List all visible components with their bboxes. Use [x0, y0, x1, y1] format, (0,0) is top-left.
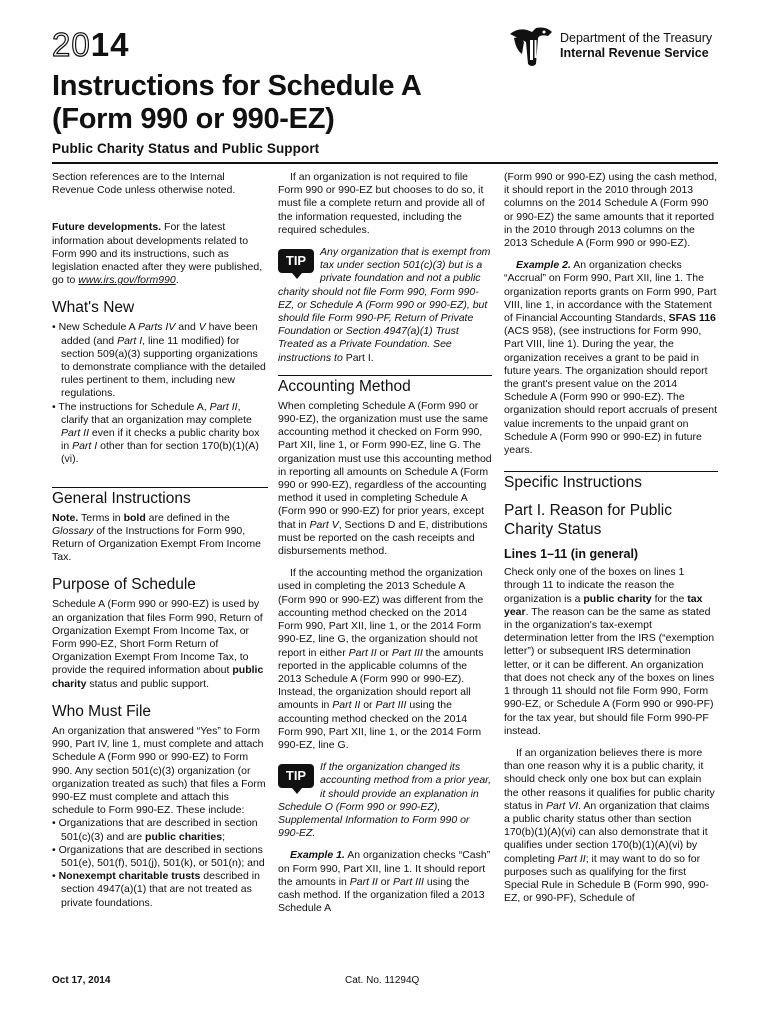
- whats-new-item-1: • New Schedule A Parts IV and V have been added (and Part I, line 11 modified) for section 509(a)(3) supporting organizations to demonstrate compliance with the detailed rules pertinent to them, including new regulations.: [52, 321, 266, 400]
- tip-accounting-change: [278, 761, 492, 840]
- tip-private-foundation: [278, 246, 492, 365]
- period: .: [175, 274, 179, 287]
- column-3: [504, 171, 718, 914]
- title-line-1: Instructions for Schedule A: [52, 70, 422, 102]
- whats-new-item-2: • The instructions for Schedule A, Part II, clarify that an organization may complete Part II even if it checks a public charity box in Part I other than for section 170(b)(1)(A)(vi).: [52, 400, 260, 466]
- section-references: Section references are to the Internal Revenue Code unless otherwise noted.: [52, 171, 236, 197]
- not-required-paragraph: If an organization is not required to file Form 990 or 990-EZ but chooses to do so, it must file a complete return and provide all of the information requested, including the required schedules.: [278, 171, 485, 236]
- more-than-one-reason: If an organization believes there is more than one reason why it is a public charity, it should check only one box but can explain the other reasons it qualifies for public charity status in Part VI. An organization that claims a public charity status other than section 170(b)(1)(A)(vi) can also demonstrate that it qualifies under section 170(b)(1)(A)(vi) by completing Part II; it may want to do so for purposes such as qualifying for the first Special Rule in Schedule B (Form 990, 990-EZ, or 990-PF), Schedule of: [504, 746, 715, 905]
- year-bold: 14: [90, 26, 130, 63]
- accounting-paragraph-1: When completing Schedule A (Form 990 or 990-EZ), the organization must use the same accounting method it checked on Form 990, Part XII, line 1, or Form 990-EZ, line G. The organization must use this accounting method in reporting all amounts on Schedule A (Form 990 or 990-EZ), regardless of the accounting method it used in completing Schedule A (Form 990 or 990-EZ) for prior years, except that in Part V, Sections D and E, distributions must be reported on the cash receipts and disbursements method.: [278, 399, 492, 558]
- lines-paragraph: Check only one of the boxes on lines 1 through 11 to indicate the reason the organization is a public charity for the tax year. The reason can be the same as stated in the organization's tax-exempt determination letter from the IRS (“exemption letter”) or subsequent IRS determination letter, or it can be different. An organization that does not check any of the boxes on lines 1 through 11 should not file Form 990, Form 990-EZ, or Schedule A (Form 990 or 990-PF) for the tax year, but should file Form 990-PF instead.: [504, 566, 715, 737]
- agency-name: Internal Revenue Service: [560, 46, 709, 60]
- future-text: For the latest information about developments related to Form 990 and its instructions, such as legislation enacted after they were published, go to: [52, 221, 263, 287]
- purpose-heading: Purpose of Schedule: [52, 576, 196, 594]
- who-must-file-paragraph: An organization that answered “Yes” to Form 990, Part IV, line 1, must complete and attach Schedule A (Form 990 or 990-EZ) to Form 990. Any section 501(c)(3) organization (or organization treated as such) that files a Form 990-EZ must complete and attach this schedule to Form 990-EZ. These include:: [52, 724, 266, 817]
- tip-text: Any organization that is exempt from tax under section 501(c)(3) but is a private foundation and not a public charity should not file Form 990, Form 990-EZ, or Schedule A (Form 990 or 990-EZ), but should file Form 990-PF, Return of Private Foundation or Section 4947(a)(1) Trust Treated as a Private Foundation. See instructions to: [278, 246, 491, 364]
- year: [52, 26, 129, 64]
- lines-1-11-heading: Lines 1–11 (in general): [504, 547, 639, 562]
- column-1: [52, 171, 268, 910]
- footer-date: Oct 17, 2014: [52, 975, 111, 986]
- accounting-paragraph-2: If the accounting method the organization used in completing the 2013 Schedule A (Form 990 or 990-EZ) was different from the accounting method checked on the 2014 Form 990, Part XII, line 1, or the 2014 Form 990-EZ, line G, the organization should not report in either Part II or Part III the amounts reported in the applicable columns of the 2013 Schedule A (Form 990 or 990-EZ). Instead, the organization should report all amounts in Part II or Part III using the accounting method checked on the 2014 Form 990, Part XII, line 1, or the 2014 Form 990-EZ, line G.: [278, 567, 484, 751]
- purpose-paragraph: Schedule A (Form 990 or 990-EZ) is used by an organization that files Form 990, Return of Organization Exempt From Income Tax, or Form 990-EZ, Short Form Return of Organization Exempt From Income Tax, to provide the required information about public charity status and public support.: [52, 598, 264, 690]
- general-instructions-heading: General Instructions: [52, 487, 268, 508]
- accounting-method-heading: Accounting Method: [278, 375, 492, 396]
- tip-after: Part I.: [345, 351, 374, 364]
- specific-instructions-heading: Specific Instructions: [504, 471, 718, 492]
- irs-eagle-logo-icon: [506, 24, 556, 70]
- tip-icon: [278, 249, 314, 279]
- future-label: Future developments.: [52, 221, 162, 234]
- department-name: Department of the Treasury: [560, 31, 713, 45]
- example-1: Example 1. An organization checks “Cash” on Form 990, Part XII, line 1. It should report the amounts in Part II or Part III using the cash method. If the organization filed a 2013 Schedule A: [278, 849, 491, 915]
- tip-label: TIP: [278, 249, 314, 273]
- who-bullet-3: • Nonexempt charitable trusts described in section 4947(a)(1) that are not treated as private foundations.: [52, 870, 260, 909]
- who-bullet-1: • Organizations that are described in section 501(c)(3) and are public charities;: [52, 817, 258, 843]
- irs-form990-link[interactable]: www.irs.gov/form990: [78, 274, 176, 287]
- tip-label: TIP: [278, 764, 314, 788]
- who-bullet-2: • Organizations that are described in sections 501(e), 501(f), 501(j), 501(k), or 501(n); and: [52, 843, 265, 869]
- tip-icon: [278, 764, 314, 794]
- title-line-2: (Form 990 or 990-EZ): [52, 103, 335, 135]
- tip-text: If the organization changed its accounting method from a prior year, it should provide an explanation in Schedule O (Form 990 or 990-EZ), Supplemental Information to Form 990 or 990-EZ.: [278, 761, 492, 840]
- header-rule: [52, 162, 718, 164]
- catalog-number: Cat. No. 11294Q: [345, 975, 420, 986]
- department-block: [560, 31, 712, 61]
- page-title: [52, 70, 421, 136]
- part-1-heading: Part I. Reason for Public Charity Status: [504, 502, 672, 538]
- whats-new-heading: What's New: [52, 299, 135, 317]
- example-1-continued: (Form 990 or 990-EZ) using the cash method, it should report in the 2010 through 2013 columns on the 2014 Schedule A (Form 990 or 990-EZ) the same amounts that it reported in the 2010 through 2013 columns on the 2013 Schedule A (Form 990 or 990-EZ).: [504, 171, 718, 250]
- example-2: Example 2. An organization checks “Accrual” on Form 990, Part XII, line 1. The organization reports grants on Form 990, Part VIII, line 1, in accordance with the Statement of Financial Accounting Standards, SFAS 116 (ACS 958), (see instructions for Form 990, Part VIII, line 1). During the year, the organization receives a grant to be paid in future years. The organization should report the grant's present value on the 2014 Schedule A (Form 990 or 990-EZ). The organization should report accruals of present value increments to the unpaid grant on Schedule A (Form 990 or 990-EZ) in future years.: [504, 259, 718, 457]
- column-2: [278, 171, 492, 924]
- page-subtitle: Public Charity Status and Public Support: [52, 141, 320, 156]
- note-paragraph: Note. Terms in bold are defined in the Glossary of the Instructions for Form 990, Return of Organization Exempt From Income Tax.: [52, 511, 261, 564]
- who-must-file-heading: Who Must File: [52, 702, 152, 720]
- year-outline: 20: [52, 26, 91, 63]
- future-developments: [52, 221, 268, 287]
